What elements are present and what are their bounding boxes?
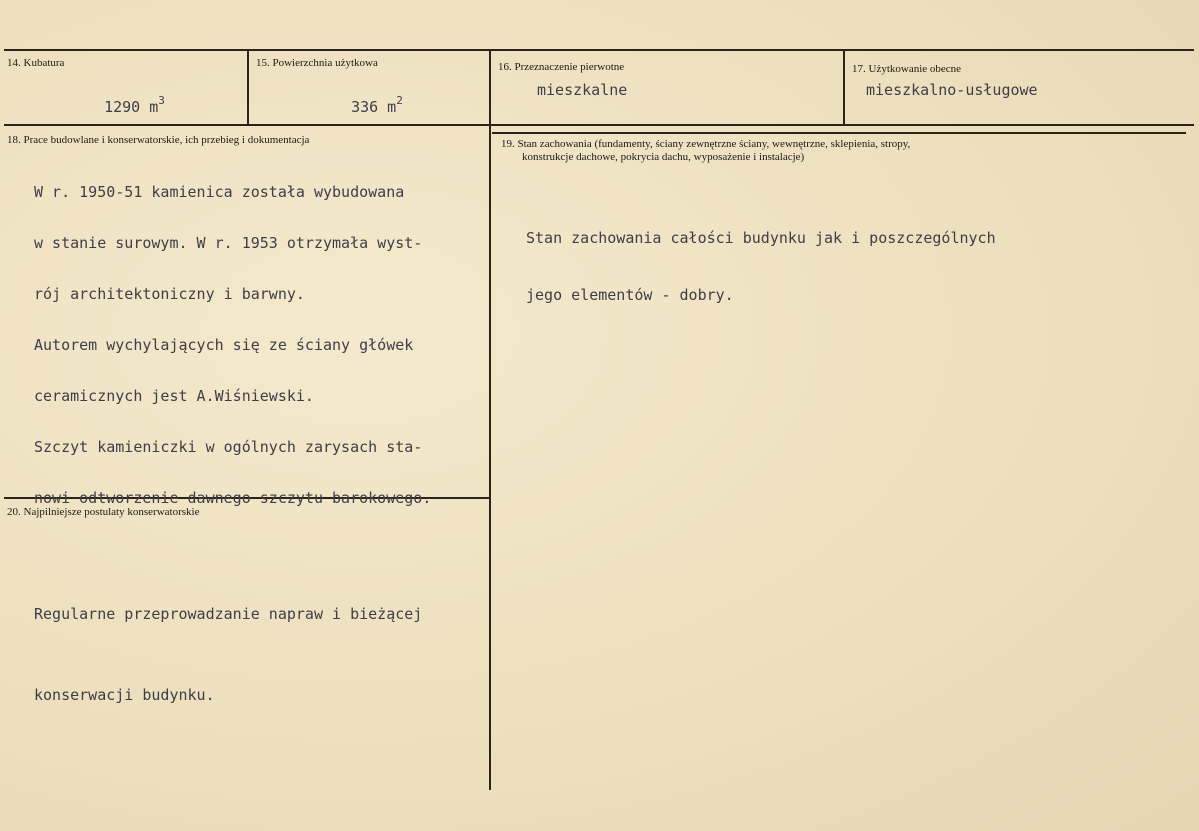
field-14-value-text: 1290 m bbox=[104, 98, 159, 116]
field-18-line: nowi odtworzenie dawnego szczytu barokowego. bbox=[34, 489, 432, 507]
field-18-line: rój architektoniczny i barwny. bbox=[34, 285, 305, 303]
field-19-label-line2: konstrukcje dachowe, pokrycia dachu, wyposażenie i instalacje) bbox=[522, 151, 805, 163]
field-14-value bbox=[86, 80, 165, 116]
field-18-line: W r. 1950-51 kamienica została wybudowana bbox=[34, 183, 405, 201]
field-14-unit-sup: 3 bbox=[158, 94, 165, 107]
field-16-value: mieszkalne bbox=[537, 81, 628, 99]
field-16-label: 16. Przeznaczenie pierwotne bbox=[498, 61, 625, 73]
field-15-label: 15. Powierzchnia użytkowa bbox=[256, 57, 378, 69]
top-rule bbox=[4, 49, 1194, 51]
row1-bottom-rule bbox=[4, 124, 1194, 126]
field-18-line: ceramicznych jest A.Wiśniewski. bbox=[34, 387, 314, 405]
vrule-14-15 bbox=[247, 49, 249, 126]
field-20-line: konserwacji budynku. bbox=[34, 686, 215, 704]
vrule-15-16 bbox=[489, 49, 491, 790]
field-19-line: jego elementów - dobry. bbox=[526, 286, 734, 304]
field-20-label: 20. Najpilniejsze postulaty konserwatorskie bbox=[7, 506, 200, 518]
field-15-value-text: 336 m bbox=[351, 98, 397, 116]
field-14-label: 14. Kubatura bbox=[7, 57, 65, 69]
field-15-unit-sup: 2 bbox=[396, 94, 403, 107]
section19-header-rule bbox=[492, 132, 1186, 134]
field-17-label: 17. Użytkowanie obecne bbox=[852, 63, 962, 75]
field-19-line: Stan zachowania całości budynku jak i poszczególnych bbox=[526, 229, 996, 247]
field-18-line: w stanie surowym. W r. 1953 otrzymała wyst- bbox=[34, 234, 423, 252]
field-19-text bbox=[526, 191, 996, 324]
field-18-label: 18. Prace budowlane i konserwatorskie, ich przebieg i dokumentacja bbox=[7, 134, 310, 146]
field-20-line: Regularne przeprowadzanie napraw i bieżącej bbox=[34, 605, 423, 623]
vrule-16-17 bbox=[843, 49, 845, 126]
field-20-text bbox=[34, 547, 422, 736]
field-18-line: Autorem wychylających się ze ściany główek bbox=[34, 336, 414, 354]
field-15-value bbox=[333, 80, 403, 116]
field-17-value: mieszkalno-usługowe bbox=[866, 81, 1038, 99]
field-18-text bbox=[34, 150, 431, 524]
field-18-line: Szczyt kamieniczki w ogólnych zarysach sta- bbox=[34, 438, 423, 456]
field-19-label-line1: 19. Stan zachowania (fundamenty, ściany zewnętrzne ściany, wewnętrzne, sklepienia, stropy, bbox=[501, 138, 911, 150]
